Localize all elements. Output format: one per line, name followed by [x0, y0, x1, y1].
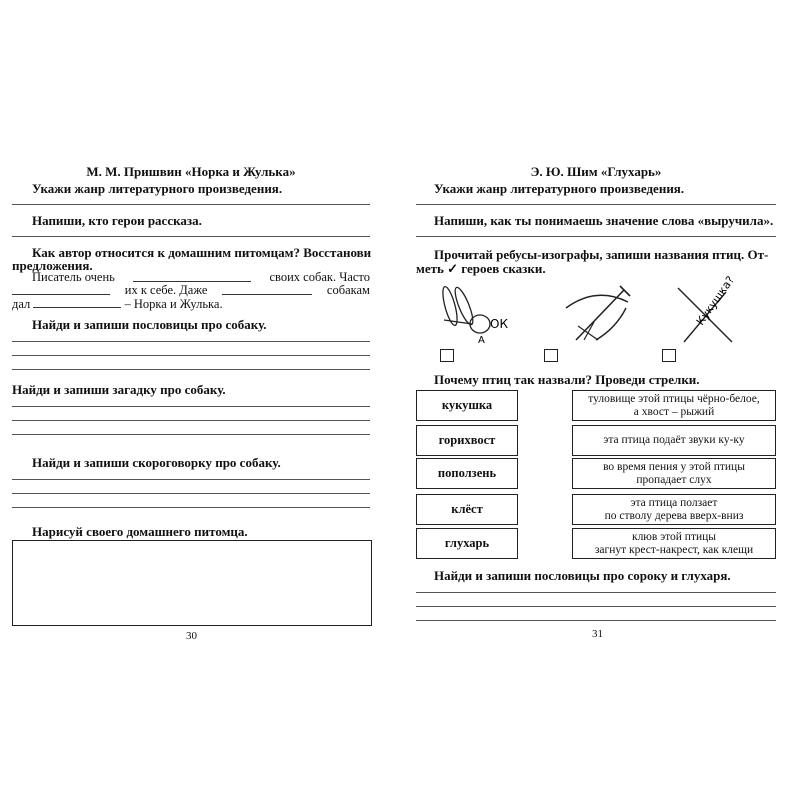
left-q4-proverbs: Найди и запиши пословицы про собаку.: [32, 317, 267, 332]
answer-line[interactable]: [12, 406, 370, 407]
right-q2-meaning: Напиши, как ты понимаешь значение слова «выручила».: [434, 213, 774, 228]
answer-line[interactable]: [416, 592, 776, 593]
rebus-3-checkbox[interactable]: [662, 349, 676, 362]
description-line: пропадает слух: [636, 473, 712, 486]
answer-line[interactable]: [12, 434, 370, 435]
left-page: [12, 150, 370, 650]
answer-line[interactable]: [416, 204, 776, 205]
fill-blank[interactable]: [133, 270, 251, 282]
fill-blank[interactable]: [222, 283, 312, 295]
page-number-left: 30: [186, 630, 197, 642]
left-q7-draw: Нарисуй своего домашнего питомца.: [32, 524, 248, 539]
left-q6-tongue-twister: Найди и запиши скороговорку про собаку.: [32, 455, 281, 470]
right-q4-arrows: Почему птиц так назвали? Проведи стрелки.: [434, 372, 700, 387]
description-line: загнут крест-накрест, как клещи: [594, 543, 754, 556]
left-page-title: М. М. Пришвин «Норка и Жулька»: [86, 164, 296, 179]
q3-text: меть: [416, 261, 444, 276]
q3-text: героев сказки.: [461, 261, 546, 276]
bird-word-box[interactable]: кукушка: [416, 390, 518, 421]
fill-text: дал: [12, 297, 31, 311]
rebus-1-image: [426, 280, 526, 346]
answer-line[interactable]: [12, 341, 370, 342]
rebus-1-letter-a: А: [478, 335, 485, 346]
rebus-1-letters: ОК: [490, 317, 508, 331]
answer-line[interactable]: [12, 420, 370, 421]
left-q3-line2: предложения.: [12, 258, 93, 273]
description-box[interactable]: [572, 494, 776, 525]
answer-line[interactable]: [416, 620, 776, 621]
fill-text: – Норка и Жулька.: [124, 297, 223, 311]
answer-line[interactable]: [12, 479, 370, 480]
description-box[interactable]: [572, 458, 776, 489]
right-q5-proverbs: Найди и запиши пословицы про сороку и глухаря.: [434, 568, 731, 583]
left-q2-heroes: Напиши, кто герои рассказа.: [32, 213, 202, 228]
right-page: [416, 150, 776, 650]
fill-text: Писатель очень: [32, 270, 115, 284]
bird-word-box[interactable]: поползень: [416, 458, 518, 489]
description-line: по стволу дерева вверх-вниз: [604, 509, 744, 522]
fill-sentence-line3: [12, 296, 223, 312]
bird-word-box[interactable]: глухарь: [416, 528, 518, 559]
description-line: во время пения у этой птицы: [603, 460, 745, 473]
drawing-box[interactable]: [12, 540, 372, 626]
left-q1-genre: Укажи жанр литературного произведения.: [32, 181, 283, 196]
rebus-3-image: [666, 272, 766, 350]
description-box[interactable]: [572, 425, 776, 456]
answer-line[interactable]: [12, 493, 370, 494]
bird-word-box[interactable]: горихвост: [416, 425, 518, 456]
description-box[interactable]: [572, 528, 776, 559]
description-line: клюв этой птицы: [631, 530, 717, 543]
description-line: эта птица подаёт звуки ку-ку: [603, 434, 745, 446]
description-line: а хвост – рыжий: [633, 405, 715, 418]
rebus-2-checkbox[interactable]: [544, 349, 558, 362]
left-q3-line1: Как автор относится к домашним питомцам? Восстанови: [32, 245, 372, 260]
rebus-2-image: [556, 278, 646, 348]
right-q3-line1: Прочитай ребусы-изографы, запиши названия птиц. От-: [434, 247, 769, 262]
fill-blank[interactable]: [12, 283, 110, 295]
rebus-1-checkbox[interactable]: [440, 349, 454, 362]
description-line: эта птица ползает: [630, 496, 718, 509]
fill-blank[interactable]: [33, 296, 121, 308]
answer-line[interactable]: [416, 236, 776, 237]
rebus-3-letters: Кукушка?: [693, 273, 738, 328]
fill-text: своих собак. Часто: [269, 270, 370, 284]
answer-line[interactable]: [12, 507, 370, 508]
answer-line[interactable]: [12, 236, 370, 237]
bird-word-box[interactable]: клёст: [416, 494, 518, 525]
fill-text: собакам: [326, 283, 370, 297]
answer-line[interactable]: [416, 606, 776, 607]
fill-text: их к себе. Даже: [124, 283, 208, 297]
left-q5-riddle: Найди и запиши загадку про собаку.: [12, 382, 226, 397]
description-line: туловище этой птицы чёрно-белое,: [588, 392, 760, 405]
answer-line[interactable]: [12, 204, 370, 205]
right-page-title: Э. Ю. Шим «Глухарь»: [530, 164, 662, 179]
right-q3-line2: [416, 261, 546, 277]
page-number-right: 31: [592, 628, 603, 640]
answer-line[interactable]: [12, 369, 370, 370]
description-box[interactable]: [572, 390, 776, 421]
checkmark-icon: ✓: [447, 261, 459, 276]
answer-line[interactable]: [12, 355, 370, 356]
right-q1-genre: Укажи жанр литературного произведения.: [434, 181, 685, 196]
